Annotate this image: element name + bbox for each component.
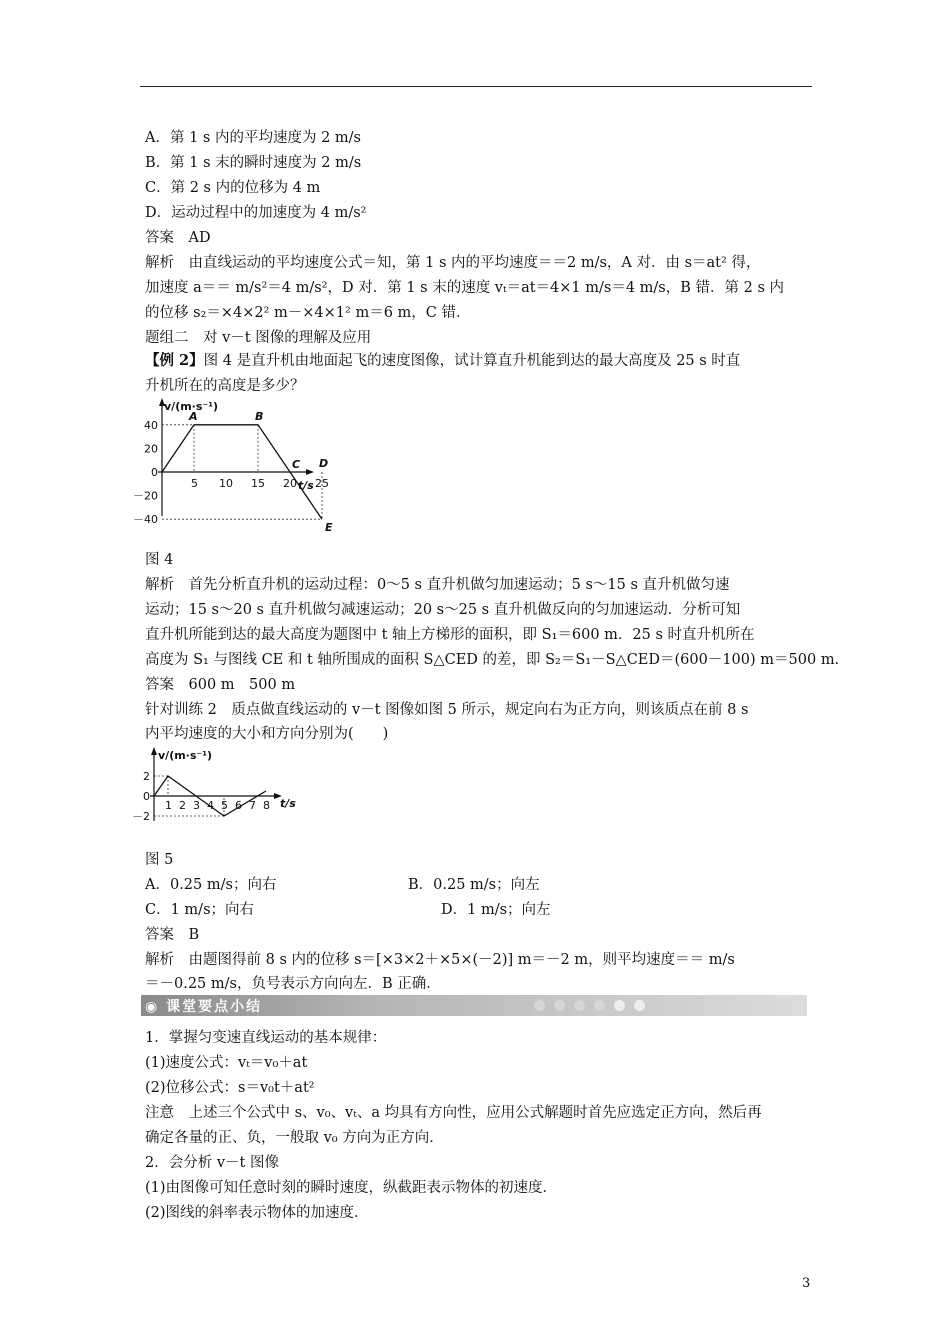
decor-dot-icon xyxy=(594,1000,605,1011)
summary-line-2: (1)速度公式：vₜ＝v₀＋at xyxy=(145,1055,308,1071)
summary-line-7: (1)由图像可知任意时刻的瞬时速度，纵截距表示物体的初速度． xyxy=(145,1180,558,1196)
fig4-x-label: t/s xyxy=(298,479,314,492)
choice-a: A．0.25 m/s；向右 xyxy=(145,877,277,893)
figure-4-caption: 图 4 xyxy=(145,552,174,568)
answer-2: 答案 600 m 500 m xyxy=(145,677,296,693)
fig5-x-tick: 3 xyxy=(193,799,200,812)
decor-dot-icon xyxy=(634,1000,645,1011)
fig4-x-tick: 20 xyxy=(283,477,297,490)
fig4-y-label: v/(m·s⁻¹) xyxy=(164,400,219,413)
fig4-point-label: B xyxy=(255,409,264,423)
fig4-x-tick: 25 xyxy=(315,477,329,490)
option-a: A．第 1 s 内的平均速度为 2 m/s xyxy=(145,130,361,146)
fig4-x-arrow xyxy=(306,469,314,475)
fig5-x-tick: 1 xyxy=(165,799,172,812)
fig5-x-label: t/s xyxy=(280,797,296,810)
fig4-y-tick: －20 xyxy=(133,489,158,503)
summary-line-1: 1．掌握匀变速直线运动的基本规律： xyxy=(145,1030,387,1046)
analysis-2-line-2: 运动；15 s～20 s 直升机做匀减速运动；20 s～25 s 直升机做反向的匀加速运动．分析可知 xyxy=(145,602,741,618)
fig5-y-tick: 0 xyxy=(143,790,150,803)
fig4-x-tick: 5 xyxy=(191,477,198,490)
figure-5-chart xyxy=(132,745,308,825)
summary-line-6: 2．会分析 v－t 图像 xyxy=(145,1155,279,1171)
example-2-text: 图 4 是直升机由地面起飞的速度图像，试计算直升机能到达的最大高度及 25 s 时直 xyxy=(203,353,741,369)
summary-line-4: 注意 上述三个公式中 s、v₀、vₜ、a 均具有方向性，应用公式解题时首先应选定正方向，然后再 xyxy=(145,1105,762,1121)
fig5-x-tick: 6 xyxy=(235,799,242,812)
example-2-line-1 xyxy=(145,351,740,371)
analysis-1-line-1: 解析 由直线运动的平均速度公式＝知，第 1 s 内的平均速度＝＝2 m/s，A 对．由 s＝at² 得， xyxy=(145,255,761,271)
example-2-line-2: 升机所在的高度是多少？ xyxy=(145,378,305,394)
fig4-y-tick: －40 xyxy=(133,513,158,527)
fig5-x-tick: 7 xyxy=(249,799,256,812)
choice-d: D．1 m/s；向左 xyxy=(441,902,551,918)
analysis-2-line-4: 高度为 S₁ 与图线 CE 和 t 轴所围成的面积 S△CED 的差，即 S₂＝S₁－S△CED＝(600－100) m＝500 m. xyxy=(145,652,840,668)
fig4-y-tick: 0 xyxy=(151,466,158,479)
option-b: B．第 1 s 末的瞬时速度为 2 m/s xyxy=(145,155,362,171)
fig4-point-label: A xyxy=(189,409,198,423)
fig4-x-tick: 10 xyxy=(219,477,233,490)
summary-line-3: (2)位移公式：s＝v₀t＋at² xyxy=(145,1080,315,1096)
answer-1: 答案 AD xyxy=(145,230,211,246)
fig5-x-tick: 5 xyxy=(221,799,228,812)
figure-4-chart xyxy=(133,396,338,535)
analysis-3-line-1: 解析 由题图得前 8 s 内的位移 s＝[×3×2＋×5×(－2)] m＝－2 m，则平均速度＝＝ m/s xyxy=(145,952,735,968)
fig4-point-label: D xyxy=(319,457,329,470)
option-c: C．第 2 s 内的位移为 4 m xyxy=(145,180,321,196)
fig5-y-tick: －2 xyxy=(132,810,150,823)
decor-dot-icon xyxy=(534,1000,545,1011)
summary-line-5: 确定各量的正、负，一般取 v₀ 方向为正方向． xyxy=(145,1130,444,1146)
answer-3: 答案 B xyxy=(145,927,200,943)
fig4-point-label: E xyxy=(325,521,333,535)
fig5-x-tick: 8 xyxy=(263,799,270,812)
fig4-point-label: C xyxy=(292,458,301,471)
option-d: D．运动过程中的加速度为 4 m/s² xyxy=(145,205,367,221)
decor-dot-icon xyxy=(554,1000,565,1011)
decor-dot-icon xyxy=(614,1000,625,1011)
header-rule xyxy=(140,86,812,87)
fig5-y-tick: 2 xyxy=(143,770,150,783)
fig5-x-tick: 4 xyxy=(207,799,214,812)
fig5-y-label: v/(m·s⁻¹) xyxy=(158,749,213,762)
fig5-x-tick: 2 xyxy=(179,799,186,812)
summary-banner xyxy=(141,995,807,1016)
analysis-1-line-3: 的位移 s₂＝×4×2² m－×4×1² m＝6 m，C 错． xyxy=(145,305,471,321)
topic-2-heading: 题组二 对 v－t 图像的理解及应用 xyxy=(145,330,372,346)
choice-c: C．1 m/s；向右 xyxy=(145,902,255,918)
fig4-x-tick: 15 xyxy=(251,477,265,490)
fig5-y-arrow xyxy=(151,747,157,755)
fig4-y-tick: 40 xyxy=(144,418,158,432)
analysis-3-line-2: ＝－0.25 m/s，负号表示方向向左．B 正确． xyxy=(145,976,441,992)
training-2-line-1: 针对训练 2 质点做直线运动的 v－t 图像如图 5 所示，规定向右为正方向，则该质点在前 8 s xyxy=(145,702,749,718)
page-number: 3 xyxy=(802,1276,811,1291)
choice-b: B．0.25 m/s；向左 xyxy=(408,877,540,893)
decor-dot-icon xyxy=(574,1000,585,1011)
summary-banner-title: ◉ 课堂要点小结 xyxy=(145,999,263,1015)
summary-line-8: (2)图线的斜率表示物体的加速度． xyxy=(145,1205,369,1221)
analysis-2-line-3: 直升机所能到达的最大高度为题图中 t 轴上方梯形的面积，即 S₁＝600 m．25 s 时直升机所在 xyxy=(145,627,755,643)
analysis-1-line-2: 加速度 a＝＝ m/s²＝4 m/s²，D 对．第 1 s 末的速度 vₜ＝at＝4×1 m/s＝4 m/s，B 错．第 2 s 内 xyxy=(145,280,785,296)
fig4-y-tick: 20 xyxy=(144,442,158,456)
figure-5-caption: 图 5 xyxy=(145,852,174,868)
example-2-tag: 【例 2】 xyxy=(145,352,204,369)
training-2-line-2: 内平均速度的大小和方向分别为( ) xyxy=(145,726,389,742)
analysis-2-line-1: 解析 首先分析直升机的运动过程：0～5 s 直升机做匀加速运动；5 s～15 s 直升机做匀速 xyxy=(145,577,730,593)
